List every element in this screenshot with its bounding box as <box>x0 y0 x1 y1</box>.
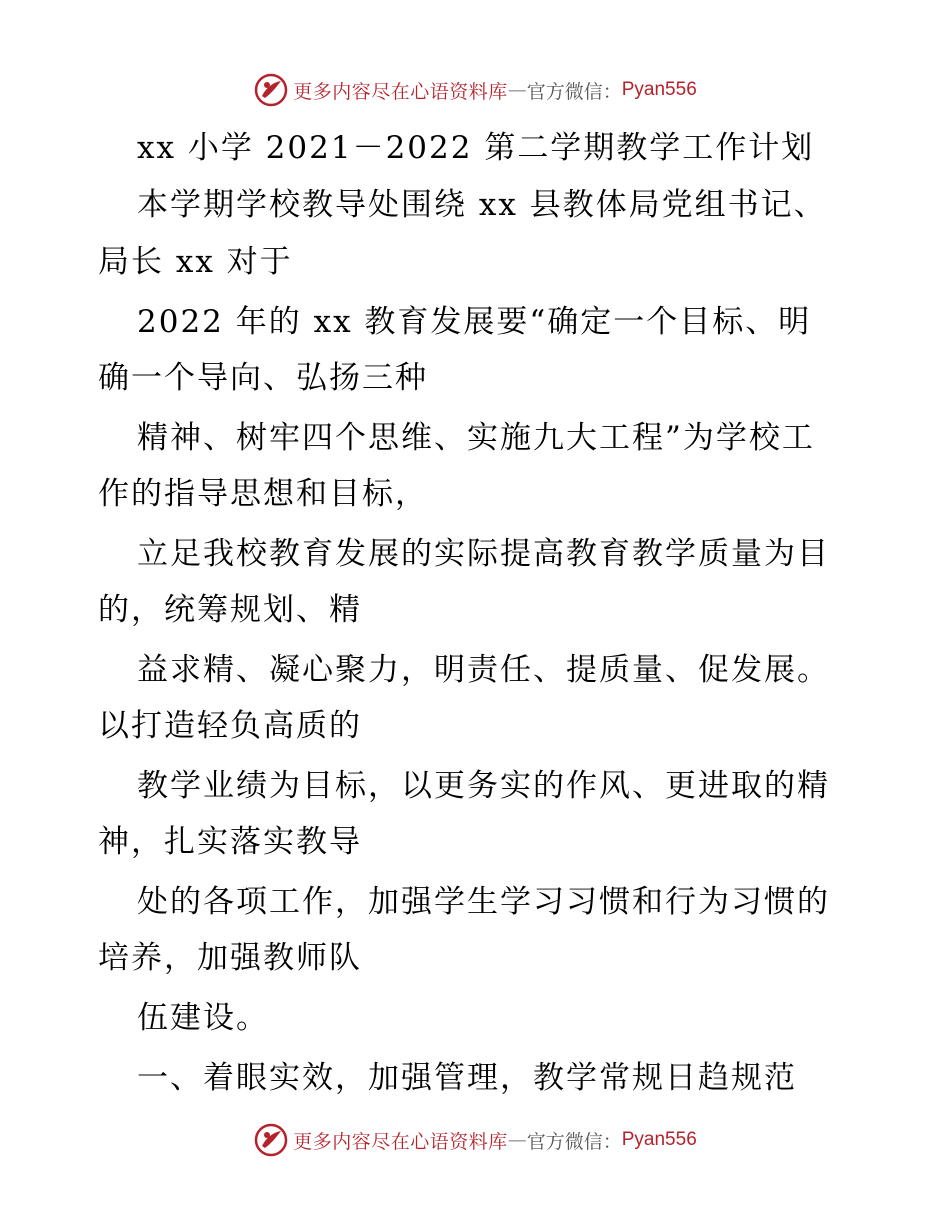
banner-slogan: 更多内容尽在心语资料库 <box>293 80 508 103</box>
footer-watermark-banner <box>0 1120 950 1160</box>
banner-separator: — <box>507 79 527 101</box>
brand-logo-icon <box>253 72 289 108</box>
text-line: 教学业绩为目标，以更务实的作风、更进取的精 <box>137 768 830 804</box>
brand-logo-icon <box>253 1122 289 1158</box>
text-line: 2022 年的 xx 教育发展要“确定一个目标、明 <box>137 304 812 340</box>
banner-slogan: 更多内容尽在心语资料库 <box>293 1130 508 1153</box>
section-heading: 一、着眼实效，加强管理，教学常规日趋规范 <box>137 1060 797 1096</box>
text-line: 确一个导向、弘扬三种 <box>98 360 428 396</box>
text-line: 伍建设。 <box>137 1000 269 1036</box>
text-line: 精神、树牢四个思维、实施九大工程”为学校工 <box>137 420 815 456</box>
text-line: 培养，加强教师队 <box>98 940 362 976</box>
header-watermark-banner <box>0 70 950 110</box>
text-line: 益求精、凝心聚力，明责任、提质量、促发展。 <box>137 652 830 688</box>
text-line: 神，扎实落实教导 <box>98 824 362 860</box>
text-line: 立足我校教育发展的实际提高教育教学质量为目 <box>137 536 830 572</box>
text-line: 本学期学校教导处围绕 xx 县教体局党组书记、 <box>137 187 827 223</box>
text-line: 处的各项工作，加强学生学习习惯和行为习惯的 <box>137 884 830 920</box>
banner-wechat-label: 官方微信： <box>526 1130 622 1153</box>
text-line: 局长 xx 对于 <box>98 244 293 280</box>
text-line: 作的指导思想和目标， <box>98 476 428 512</box>
text-line: 以打造轻负高质的 <box>98 708 362 744</box>
document-title: xx 小学 2021－2022 第二学期教学工作计划 <box>137 130 815 166</box>
banner-separator: — <box>507 1129 527 1151</box>
text-line: 的，统筹规划、精 <box>98 592 362 628</box>
banner-wechat-id: Pyan556 <box>621 1129 697 1150</box>
banner-wechat-id: Pyan556 <box>621 79 697 100</box>
banner-wechat-label: 官方微信： <box>526 80 622 103</box>
